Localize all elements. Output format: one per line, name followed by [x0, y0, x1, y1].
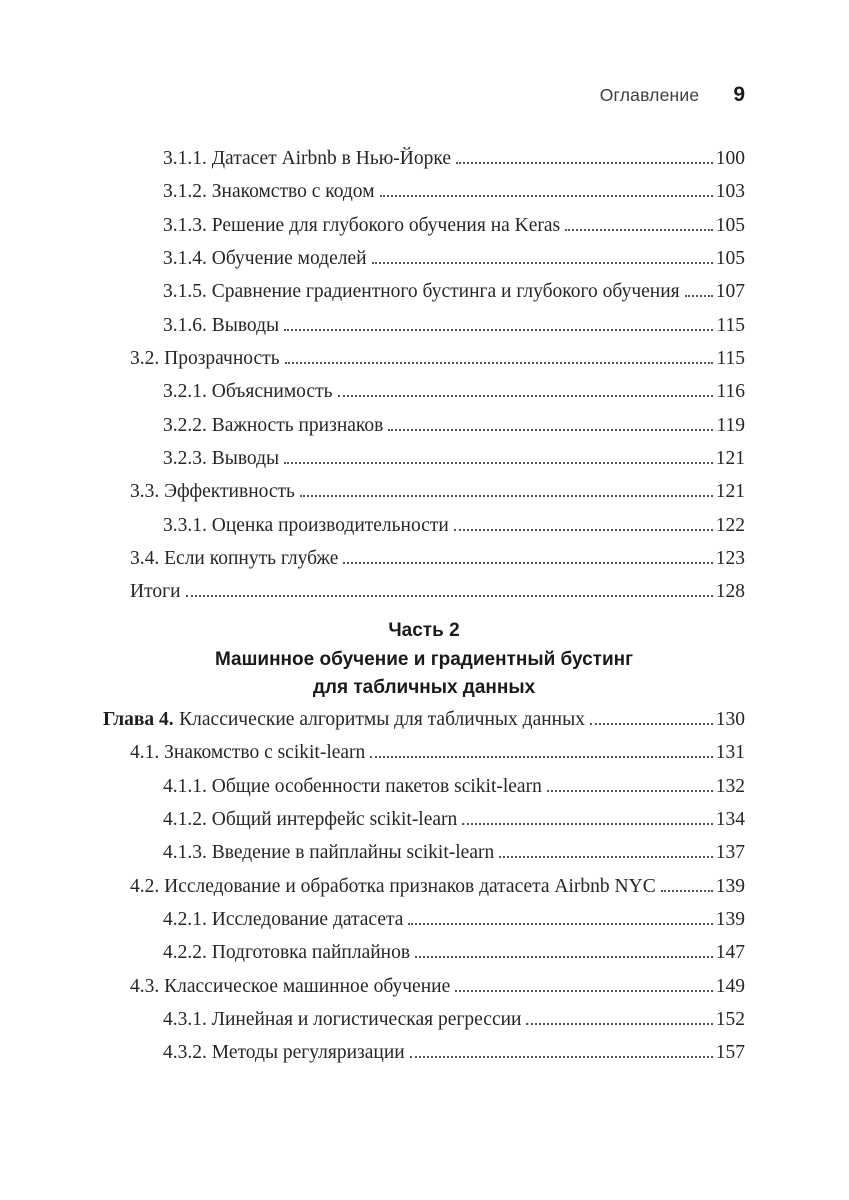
toc-entry: [103, 309, 745, 342]
toc-entry: [103, 803, 745, 836]
dot-leader: [408, 921, 712, 925]
dot-leader: [380, 193, 713, 197]
dot-leader: [284, 327, 713, 331]
toc-entry-prefix: Глава 4.: [103, 709, 174, 730]
toc-entry: [103, 375, 745, 408]
toc-entry-label: 3.1.1. Датасет Airbnb в Нью-Йорке: [163, 148, 452, 169]
toc-entry: [103, 970, 745, 1003]
toc-entry-page: 115: [716, 314, 745, 336]
toc-entry: [103, 275, 745, 308]
toc-entry: [103, 836, 745, 869]
toc-entry-label: Итоги: [130, 581, 181, 603]
dot-leader: [590, 721, 713, 725]
toc-entry-page: 116: [716, 381, 745, 403]
toc-entry-page: 134: [715, 809, 745, 831]
dot-leader: [415, 954, 713, 958]
toc-entry-page: 132: [715, 775, 745, 797]
dot-leader: [300, 493, 713, 497]
toc-entry-label: 4.1.2. Общий интерфейс scikit-learn: [163, 809, 458, 831]
running-head-title: Оглавление: [599, 85, 700, 105]
dot-leader: [284, 460, 713, 464]
toc-entry: [103, 209, 745, 242]
toc-entry: [103, 509, 745, 542]
dot-leader: [462, 821, 712, 825]
toc-entry: [103, 1036, 745, 1069]
toc-entry-label: 3.1.2. Знакомство с кодом: [163, 181, 375, 203]
part-heading-title-line2: для табличных данных: [312, 677, 536, 698]
toc-entry-page: 131: [715, 742, 745, 764]
toc-entry-label: 4.1.3. Введение в пайплайны scikit-learn: [163, 842, 495, 864]
dot-leader: [526, 1021, 712, 1025]
toc-entry-label: 3.2.2. Важность признаков: [163, 414, 384, 436]
toc-entry-label: 3.2.3. Выводы: [163, 448, 280, 470]
toc-entry-page: 121: [715, 481, 745, 503]
toc-entry-page: 130: [715, 709, 745, 730]
toc-entry-page: 105: [715, 248, 745, 270]
toc-entry-label: 3.1.6. Выводы: [163, 314, 280, 336]
dot-leader: [661, 888, 713, 892]
part-heading-title-line1: Машинное обучение и градиентный бустинг: [214, 648, 634, 670]
toc-entry-label: 4.3.1. Линейная и логистическая регрессии: [163, 1009, 522, 1031]
toc-entry-page: 123: [715, 548, 745, 570]
toc-entry: [103, 242, 745, 275]
toc-entry-page: 149: [715, 975, 745, 997]
dot-leader: [685, 293, 713, 297]
toc-entry-page: 137: [715, 842, 745, 864]
dot-leader: [343, 560, 712, 564]
toc-entry-page: 119: [716, 414, 745, 436]
toc-entry-page: 152: [715, 1009, 745, 1031]
toc-entry: [103, 442, 745, 475]
dot-leader: [388, 427, 713, 431]
toc-entry-page: 157: [715, 1042, 745, 1064]
toc-entry: [103, 409, 745, 442]
dot-leader: [454, 527, 713, 531]
dot-leader: [372, 260, 713, 264]
toc-entry: [103, 1003, 745, 1036]
toc-entry-label: 4.1. Знакомство с scikit-learn: [130, 742, 366, 764]
toc-entry-page: 139: [715, 875, 745, 897]
toc-entry: [103, 575, 745, 608]
dot-leader: [338, 393, 714, 397]
toc-entry-page: 100: [715, 148, 745, 169]
toc-entry-page: 105: [715, 214, 745, 236]
toc-entry-label: 3.3.1. Оценка производительности: [163, 514, 449, 536]
toc-entry-label: 4.3.2. Методы регуляризации: [163, 1042, 405, 1064]
toc-entry-label: 4.3. Классическое машинное обучение: [130, 975, 451, 997]
toc-entry: [103, 542, 745, 575]
toc-entry: [103, 342, 745, 375]
dot-leader: [565, 227, 713, 231]
toc-entry: [103, 870, 745, 903]
toc-entry: [103, 903, 745, 936]
toc-entry-label: 3.2.1. Объяснимость: [163, 381, 333, 403]
toc-entry-chapter: [103, 703, 745, 736]
dot-leader: [456, 160, 713, 164]
dot-leader: [410, 1054, 713, 1058]
toc-entry-label: 4.2.1. Исследование датасета: [163, 909, 404, 931]
toc-block-part2: [103, 703, 745, 1070]
toc-entry-label: Классические алгоритмы для табличных данных: [179, 709, 585, 730]
toc-entry-page: 107: [715, 281, 745, 303]
running-head-page-number: 9: [733, 83, 745, 106]
part-heading-kicker: Часть 2: [388, 620, 460, 641]
toc-entry-label: 3.1.3. Решение для глубокого обучения на Keras: [163, 214, 561, 236]
toc-entry-label: 3.1.4. Обучение моделей: [163, 248, 367, 270]
dot-leader: [547, 788, 713, 792]
toc-entry: [103, 770, 745, 803]
toc-block-part1: [103, 142, 745, 609]
dot-leader: [499, 854, 713, 858]
toc-entry: [103, 175, 745, 208]
dot-leader: [285, 360, 714, 364]
toc-entry-page: 147: [715, 942, 745, 964]
toc-entry: [103, 736, 745, 769]
toc-entry-label: 3.1.5. Сравнение градиентного бустинга и глубокого обучения: [163, 281, 680, 303]
toc-entry-label: 3.4. Если копнуть глубже: [130, 548, 339, 570]
dot-leader: [370, 754, 712, 758]
toc-entry-label: 3.2. Прозрачность: [130, 348, 280, 370]
dot-leader: [455, 988, 713, 992]
dot-leader: [186, 593, 713, 597]
toc-entry: [103, 475, 745, 508]
toc-entry-label: 4.2.2. Подготовка пайплайнов: [163, 942, 411, 964]
toc-entry-page: 122: [715, 514, 745, 536]
running-head: [103, 83, 745, 107]
toc-entry-page: 121: [715, 448, 745, 470]
toc-entry: [103, 142, 745, 175]
toc-entry-label: 4.1.1. Общие особенности пакетов scikit-learn: [163, 775, 542, 797]
toc-entry-label: 4.2. Исследование и обработка признаков датасета Airbnb NYC: [130, 875, 656, 897]
toc-entry-page: 115: [716, 348, 745, 370]
toc-entry-page: 128: [715, 581, 745, 603]
part-heading: [103, 617, 745, 703]
toc-entry-page: 139: [715, 909, 745, 931]
toc-entry-label: 3.3. Эффективность: [130, 481, 295, 503]
toc-entry-page: 103: [715, 181, 745, 203]
toc-entry: [103, 936, 745, 969]
